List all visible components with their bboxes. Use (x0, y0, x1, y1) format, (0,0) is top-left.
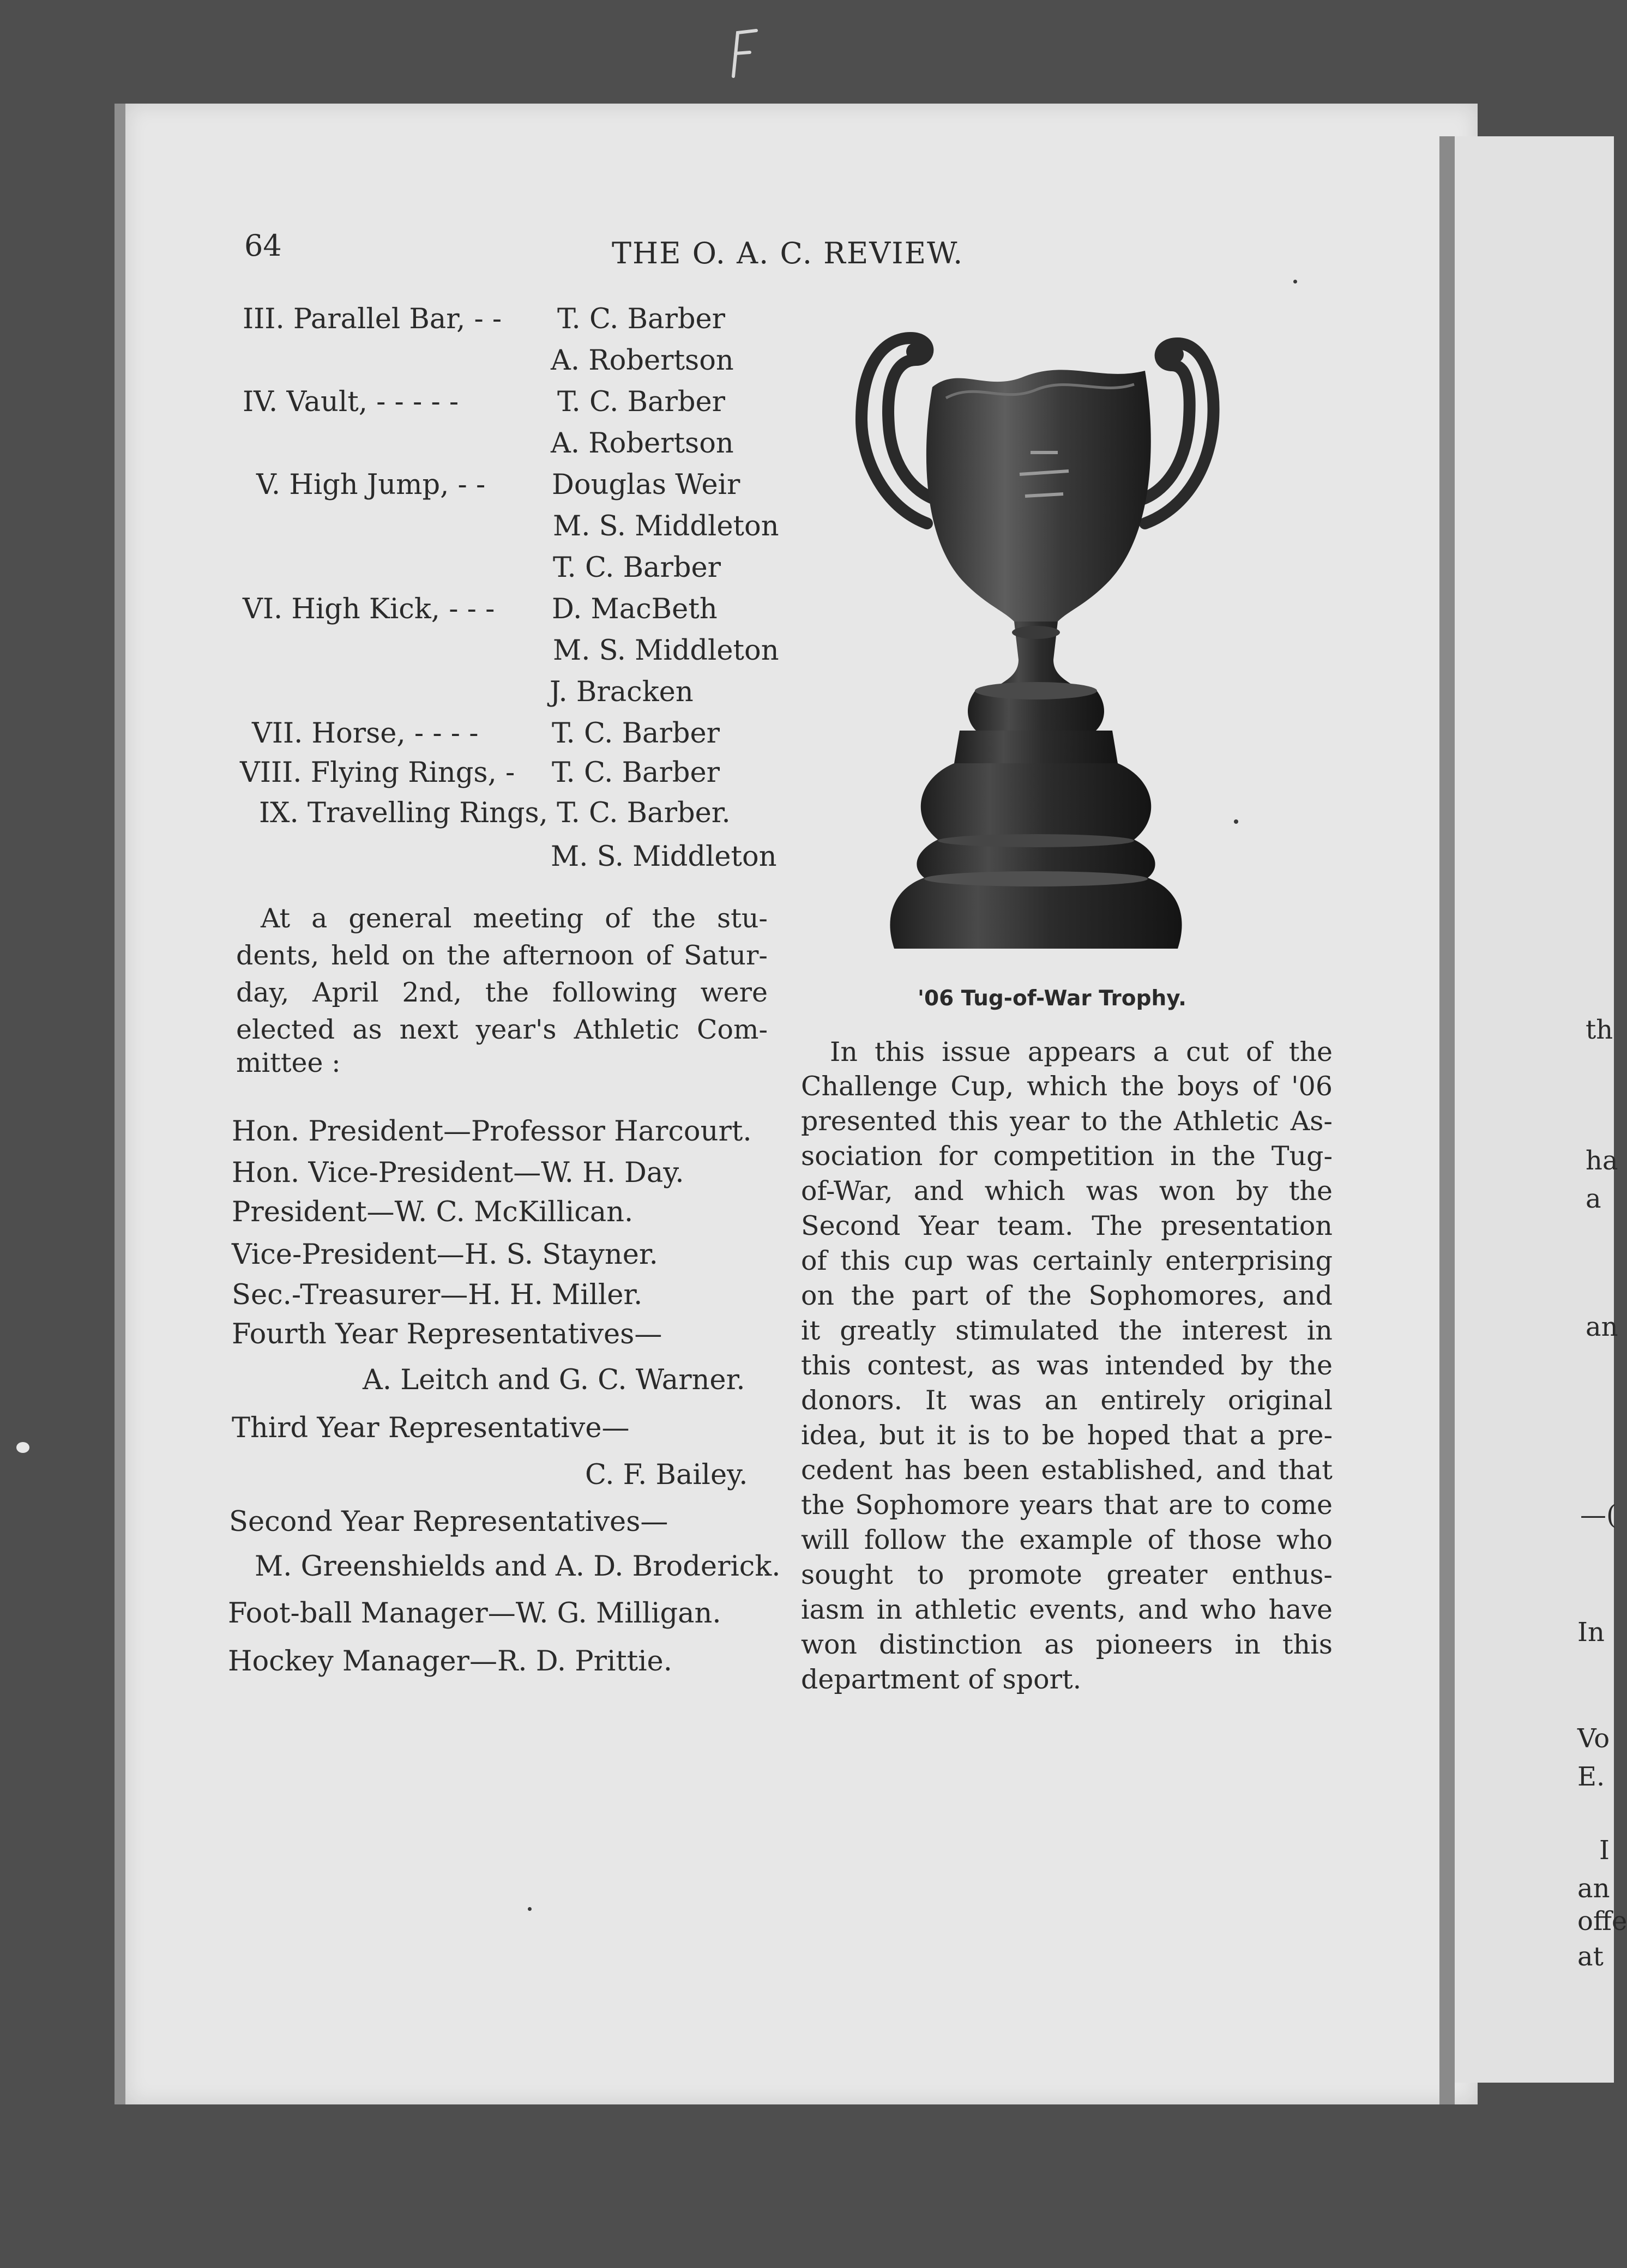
winner-name: M. S. Middleton (553, 510, 779, 542)
running-head: THE O. A. C. REVIEW. (612, 236, 964, 270)
article-line: presented this year to the Athletic As- (801, 1106, 1333, 1137)
next-page-fragment: a (1586, 1184, 1601, 1214)
winner-name: M. S. Middleton (553, 635, 779, 667)
winner-name: T. C. Barber (552, 757, 720, 789)
committee-entry: C. F. Bailey. (585, 1459, 748, 1491)
page-number: 64 (244, 228, 282, 263)
article-line: idea, but it is to be hoped that a pre- (801, 1420, 1333, 1451)
committee-entry: A. Leitch and G. C. Warner. (363, 1364, 745, 1396)
winner-name: A. Robertson (551, 427, 734, 460)
committee-entry: Fourth Year Representatives— (232, 1318, 662, 1350)
article-line: In this issue appears a cut of the (830, 1036, 1333, 1067)
committee-entry: Second Year Representatives— (229, 1506, 668, 1538)
figure-caption: '06 Tug-of-War Trophy. (918, 986, 1186, 1011)
article-line: of this cup was certainly enterprising (801, 1245, 1333, 1276)
next-page-fragment: In (1577, 1617, 1605, 1648)
next-page-fragment: —( (1580, 1500, 1617, 1530)
facing-page (1455, 136, 1627, 2083)
winner-name: M. S. Middleton (551, 841, 777, 873)
article-line: donors. It was an entirely original (801, 1385, 1333, 1416)
next-page-fragment: ha (1586, 1145, 1618, 1176)
article-line: Second Year team. The presentation (801, 1210, 1333, 1241)
paragraph-line: elected as next year's Athletic Com- (236, 1014, 768, 1045)
article-line: on the part of the Sophomores, and (801, 1280, 1333, 1311)
speck (1293, 280, 1297, 284)
next-page-fragment: Vo (1577, 1723, 1610, 1754)
next-page-fragment: E. (1577, 1762, 1605, 1792)
event-label: VIII. Flying Rings, - (240, 757, 515, 789)
committee-entry: Hon. Vice-President—W. H. Day. (232, 1157, 684, 1189)
paragraph-line: day, April 2nd, the following were (236, 977, 768, 1008)
winner-name: Douglas Weir (552, 469, 740, 501)
committee-entry: M. Greenshields and A. D. Broderick. (255, 1551, 781, 1583)
next-page-fragment: an (1577, 1873, 1610, 1904)
next-page-fragment: I (1599, 1835, 1610, 1866)
next-page-fragment: th (1586, 1015, 1613, 1045)
article-line: this contest, as was intended by the (801, 1350, 1333, 1381)
winner-name: T. C. Barber (557, 386, 726, 418)
winner-name: T. C. Barber (557, 303, 726, 335)
paragraph-line: mittee : (236, 1047, 341, 1078)
article-line: won distinction as pioneers in this (801, 1629, 1333, 1660)
article-line: department of sport. (801, 1664, 1082, 1695)
committee-entry: Hon. President—Professor Harcourt. (232, 1115, 752, 1148)
winner-name: D. MacBeth (552, 593, 718, 625)
winner-name: J. Bracken (550, 676, 694, 708)
committee-entry: Vice-President—H. S. Stayner. (232, 1239, 658, 1271)
article-line: sociation for competition in the Tug- (801, 1141, 1333, 1172)
event-label: V. High Jump, - - (256, 469, 486, 501)
book-gutter (1439, 136, 1455, 2104)
article-line: iasm in athletic events, and who have (801, 1594, 1333, 1625)
article-line: the Sophomore years that are to come (801, 1489, 1333, 1521)
paragraph-line: At a general meeting of the stu- (261, 903, 768, 934)
next-page-fragment: an (1586, 1312, 1618, 1342)
pencil-mark-icon (728, 22, 761, 82)
article-line: it greatly stimulated the interest in (801, 1315, 1333, 1346)
event-label: VII. Horse, - - - - (252, 717, 479, 750)
event-label: IX. Travelling Rings, T. C. Barber. (259, 797, 731, 829)
winner-name: T. C. Barber (553, 552, 721, 584)
speck (528, 1907, 532, 1911)
article-line: cedent has been established, and that (801, 1455, 1333, 1486)
speck (16, 1442, 29, 1453)
trophy-cup-figure (851, 327, 1243, 965)
paragraph-line: dents, held on the afternoon of Satur- (236, 940, 768, 971)
committee-entry: Sec.-Treasurer—H. H. Miller. (232, 1279, 643, 1311)
next-page-fragment: offe (1577, 1906, 1627, 1937)
article-line: will follow the example of those who (801, 1524, 1333, 1555)
next-page-fragment: at (1577, 1941, 1604, 1972)
committee-entry: Hockey Manager—R. D. Prittie. (228, 1645, 672, 1678)
article-line: sought to promote greater enthus- (801, 1559, 1333, 1590)
event-label: IV. Vault, - - - - - (243, 386, 459, 418)
article-line: Challenge Cup, which the boys of '06 (801, 1071, 1333, 1102)
committee-entry: Third Year Representative— (232, 1412, 630, 1444)
winner-name: A. Robertson (551, 345, 734, 377)
winner-name: T. C. Barber (552, 717, 720, 750)
article-line: of-War, and which was won by the (801, 1175, 1333, 1207)
committee-entry: President—W. C. McKillican. (232, 1196, 634, 1228)
event-label: III. Parallel Bar, - - (243, 303, 502, 335)
committee-entry: Foot-ball Manager—W. G. Milligan. (228, 1597, 721, 1630)
event-label: VI. High Kick, - - - (243, 593, 495, 625)
